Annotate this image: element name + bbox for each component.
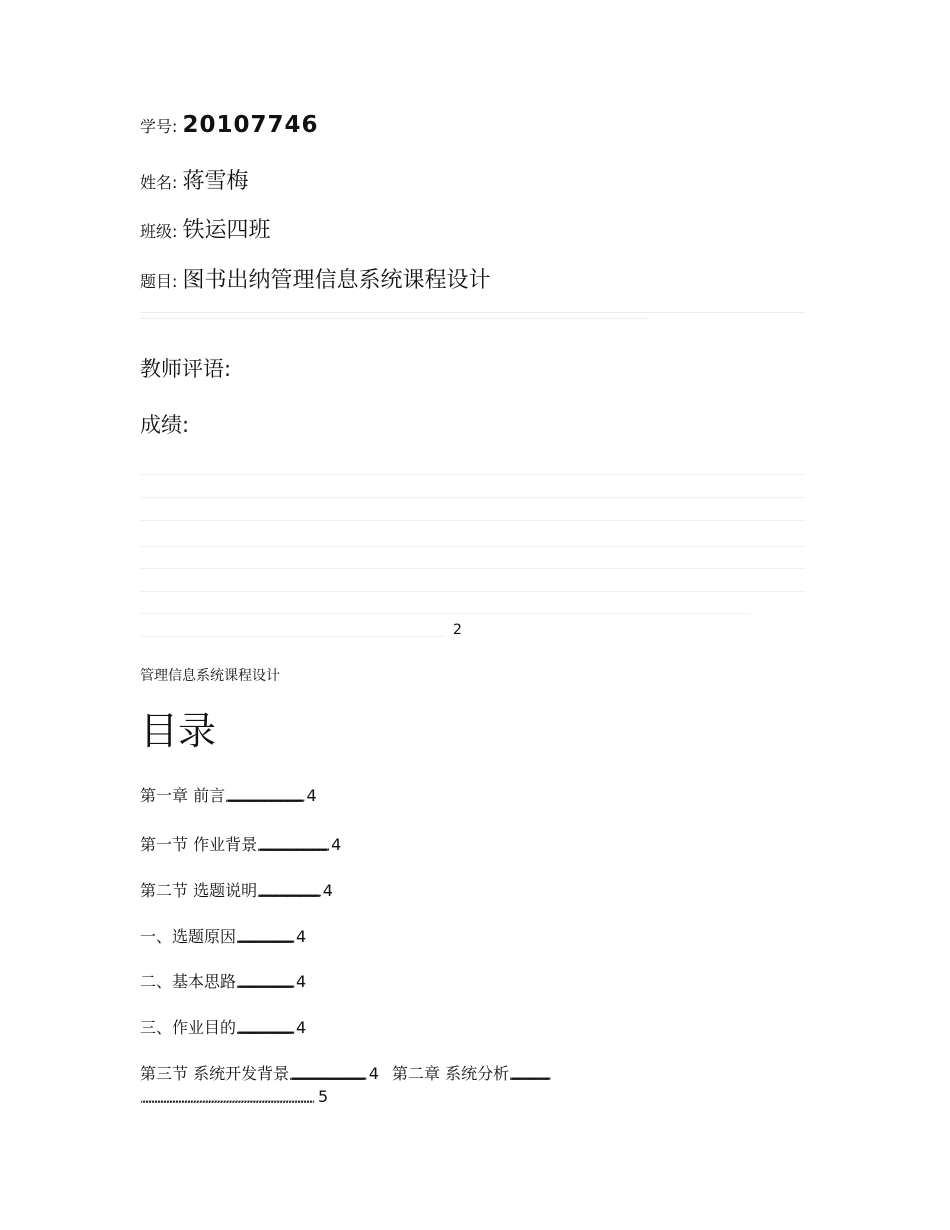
toc-leaders: „„„„„„„„„„„„„„„„„„„„„„„„„„„„„„„„„„„„„„„„„„„„„„„„„„„„„„„„ (236, 1025, 291, 1036)
class-value: 铁运四班 (182, 218, 271, 243)
page-number: 2 (453, 622, 462, 638)
teacher-comment-label: 教师评语: (140, 357, 232, 381)
rule (140, 312, 805, 313)
topic-row (140, 263, 491, 294)
toc-leaders: „„„„„„„„„„„„„„„„„„„„„„„„„„„„„„„„„„„„„„„„„„„„„„„„„„„„„„„„ (257, 888, 318, 899)
class-row (140, 213, 271, 244)
blank-line (140, 636, 445, 637)
blank-line (140, 613, 750, 614)
toc-entry-text: 第二章 系统分析 (392, 1064, 510, 1083)
student-id-label: 学号: (140, 117, 178, 136)
student-id-value: 20107746 (182, 112, 319, 138)
rule (140, 318, 650, 319)
toc-entry[interactable] (140, 783, 317, 806)
blank-line (140, 520, 805, 521)
toc-page-number: 4 (296, 972, 307, 991)
blank-line (140, 497, 805, 498)
toc-leaders: „„„„„„„„„„„„„„„„„„„„„„„„„„„„„„„„„„„„„„„„„„„„„„„„„„„„„„„„„„„„„„ (225, 793, 302, 804)
toc-page-number: 4 (296, 927, 307, 946)
class-label: 班级: (140, 222, 178, 241)
toc-entry-continuation[interactable] (140, 1087, 328, 1106)
topic-value: 图书出纳管理信息系统课程设计 (182, 268, 491, 293)
toc-entry[interactable] (140, 832, 341, 855)
toc-leaders: „„„„„„„„„„„„„„„„„„„„„„„„„„„„„„„„„„„„„„„„„„„„„„„„„„„„„„„„ (257, 842, 327, 853)
name-value: 蒋雪梅 (182, 169, 249, 194)
toc-entry[interactable] (140, 1015, 306, 1038)
running-header: 管理信息系统课程设计 (140, 668, 280, 684)
toc-entry-text: 二、基本思路 (140, 972, 237, 991)
toc-leaders: „„„„„„„„„„„„„„„„„„„„„„„„„„„„„„„„„„„„„„„„„„„„„„„„„„„„„„„„ (236, 979, 291, 990)
student-id-row (140, 112, 319, 138)
toc-page-number: 4 (296, 1018, 307, 1037)
toc-leaders: „„„„„„„„„„„„„„„„„„„„„„„„„„„„„„„„„„„„„ (509, 1071, 548, 1082)
blank-line (140, 474, 805, 475)
toc-leaders: „„„„„„„„„„„„„„„„„„„„„„„„„„„„„„„„„„„„„„„„„„„„„„„„„„„„„„„„„„ (140, 1094, 313, 1105)
toc-page-number: 4 (306, 786, 317, 805)
toc-page-number: 4 (331, 835, 342, 854)
blank-line (140, 591, 805, 592)
toc-entry-text: 第二节 选题说明 (140, 881, 258, 900)
toc-leaders: „„„„„„„„„„„„„„„„„„„„„„„„„„„„„„„„„„„„„„„„„„„„„„„„„„„„„„„„ (289, 1071, 364, 1082)
toc-entry[interactable] (140, 1061, 547, 1084)
blank-line (140, 568, 805, 569)
topic-label: 题目: (140, 272, 178, 291)
toc-entry[interactable] (140, 924, 306, 947)
blank-line (140, 546, 805, 547)
toc-leaders: „„„„„„„„„„„„„„„„„„„„„„„„„„„„„„„„„„„„„„„„„„„„„„„„„„„„„„„„ (236, 934, 291, 945)
toc-entry-text: 一、选题原因 (140, 927, 237, 946)
toc-page-number: 4 (368, 1064, 379, 1083)
name-row (140, 164, 249, 195)
name-label: 姓名: (140, 173, 178, 192)
toc-page-number: 4 (322, 881, 333, 900)
grade-label: 成绩: (140, 413, 190, 437)
toc-entry-text: 第一章 前言 (140, 786, 226, 805)
toc-title: 目录 (140, 709, 217, 753)
toc-entry-text: 三、作业目的 (140, 1018, 237, 1037)
toc-entry-text: 第一节 作业背景 (140, 835, 258, 854)
toc-entry[interactable] (140, 878, 333, 901)
toc-entry[interactable] (140, 969, 306, 992)
toc-page-number: 5 (317, 1087, 329, 1106)
toc-entry-text: 第三节 系统开发背景 (140, 1064, 290, 1083)
